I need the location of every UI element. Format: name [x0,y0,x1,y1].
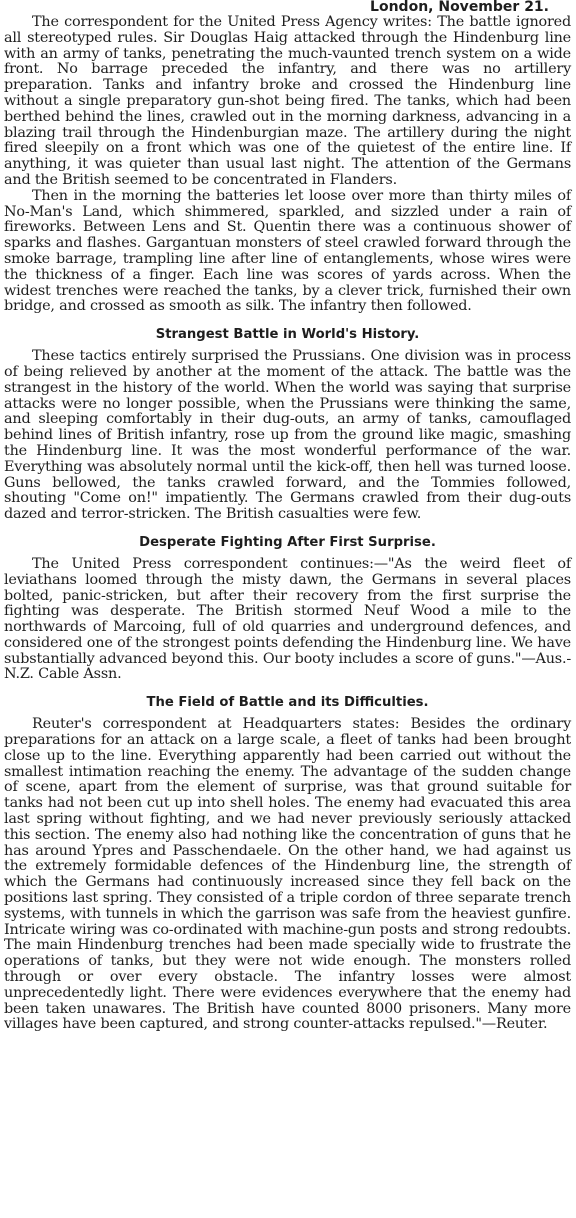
section-heading: Desperate Fighting After First Surprise. [139,534,436,550]
section-heading: The Field of Battle and its Difficulties. [146,695,429,711]
section-field-of-battle [4,695,571,1033]
paragraph: These tactics entirely surprised the Prussians. One division was in process of being relieved by another at the moment of the attack. The battle was the strangest in the history of the world. When the world was saying that surprise attacks were no longer possible, when the Prussians were thinking the same, and sleeping comfortably in their dug-outs, an army of tanks, camouflaged behind lines of British infantry, rose up from the ground like magic, smashing the Hindenburg line. It was the most wonderful performance of the war. Everything was absolutely normal until the kick-off, then hell was turned loose. Guns bellowed, the tanks crawled forward, and the Tommies followed, shouting "Come on!" impatiently. The Germans crawled from their dug-outs dazed and terror-stricken. The British casualties were few. [4,348,571,523]
dateline: London, November 21. [370,0,549,15]
section-strangest-battle [4,327,571,523]
paragraph: Then in the morning the batteries let loose over more than thirty miles of No-Man's Land, which shimmered, sparkled, and sizzled under a rain of fireworks. Between Lens and St. Quentin there was a continuous shower of sparks and flashes. Gargantuan monsters of steel crawled forward through the smoke barrage, trampling line after line of entanglements, whose wires were the thickness of a finger. Each line was scores of yards across. When the widest trenches were reached the tanks, by a clever trick, furnished their own bridge, and crossed as smooth as silk. The infantry then followed. [4,187,571,315]
paragraph: Reuter's correspondent at Headquarters states: Besides the ordinary preparations for an attack on a large scale, a fleet of tanks had been brought close up to the line. Everything apparently had been carried out without the smallest intimation reaching the enemy. The advantage of the sudden change of scene, apart from the element of surprise, was that ground suitable for tanks had not been cut up into shell holes. The enemy had evacuated this area last spring without fighting, and we had never previously seriously attacked this section. The enemy also had nothing like the concentration of guns that he has around Ypres and Passchendaele. On the other hand, we had against us the extremely formidable defences of the Hindenburg line, the strength of which the Germans had continuously increased since they fell back on the positions last spring. They consisted of a triple cordon of three separate trench systems, with tunnels in which the garrison was safe from the heaviest gunfire. Intricate wiring was co-ordinated with machine-gun posts and strong redoubts. The main Hindenburg trenches had been made specially wide to frustrate the operations of tanks, but they were not wide enough. The monsters rolled through or over every obstacle. The infantry losses were almost unprecedentedly light. There were evidences everywhere that the enemy had been taken unawares. The British have counted 8000 prisoners. Many more villages have been captured, and strong counter-attacks repulsed."—Reuter. [4,716,571,1033]
section-heading: Strangest Battle in World's History. [155,327,420,343]
paragraph: The United Press correspondent continues:—"As the weird fleet of leviathans loomed through the misty dawn, the Germans in several places bolted, panic-stricken, but after their recovery from the first surprise the fighting was desperate. The British stormed Neuf Wood a mile to the northwards of Marcoing, full of old quarries and underground defences, and considered one of the strongest points defending the Hindenburg line. We have substantially advanced beyond this. Our booty includes a score of guns."—Aus.-N.Z. Cable Assn. [4,555,571,683]
paragraph: The correspondent for the United Press Agency writes: The battle ignored all stereotyped rules. Sir Douglas Haig attacked through the Hindenburg line with an army of tanks, penetrating the much-vaunted trench system on a wide front. No barrage preceded the infantry, and there was no artillery preparation. Tanks and infantry broke and crossed the Hindenburg line without a single preparatory gun-shot being fired. The tanks, which had been berthed behind the lines, crawled out in the morning darkness, advancing in a blazing trail through the Hindenburgian maze. The artillery during the night fired sleepily on a front which was one of the quietest of the entire line. If anything, it was quieter than usual last night. The attention of the Germans and the British seemed to be concentrated in Flanders. [4,14,571,188]
section-opening [4,15,571,315]
section-desperate-fighting [4,535,571,683]
